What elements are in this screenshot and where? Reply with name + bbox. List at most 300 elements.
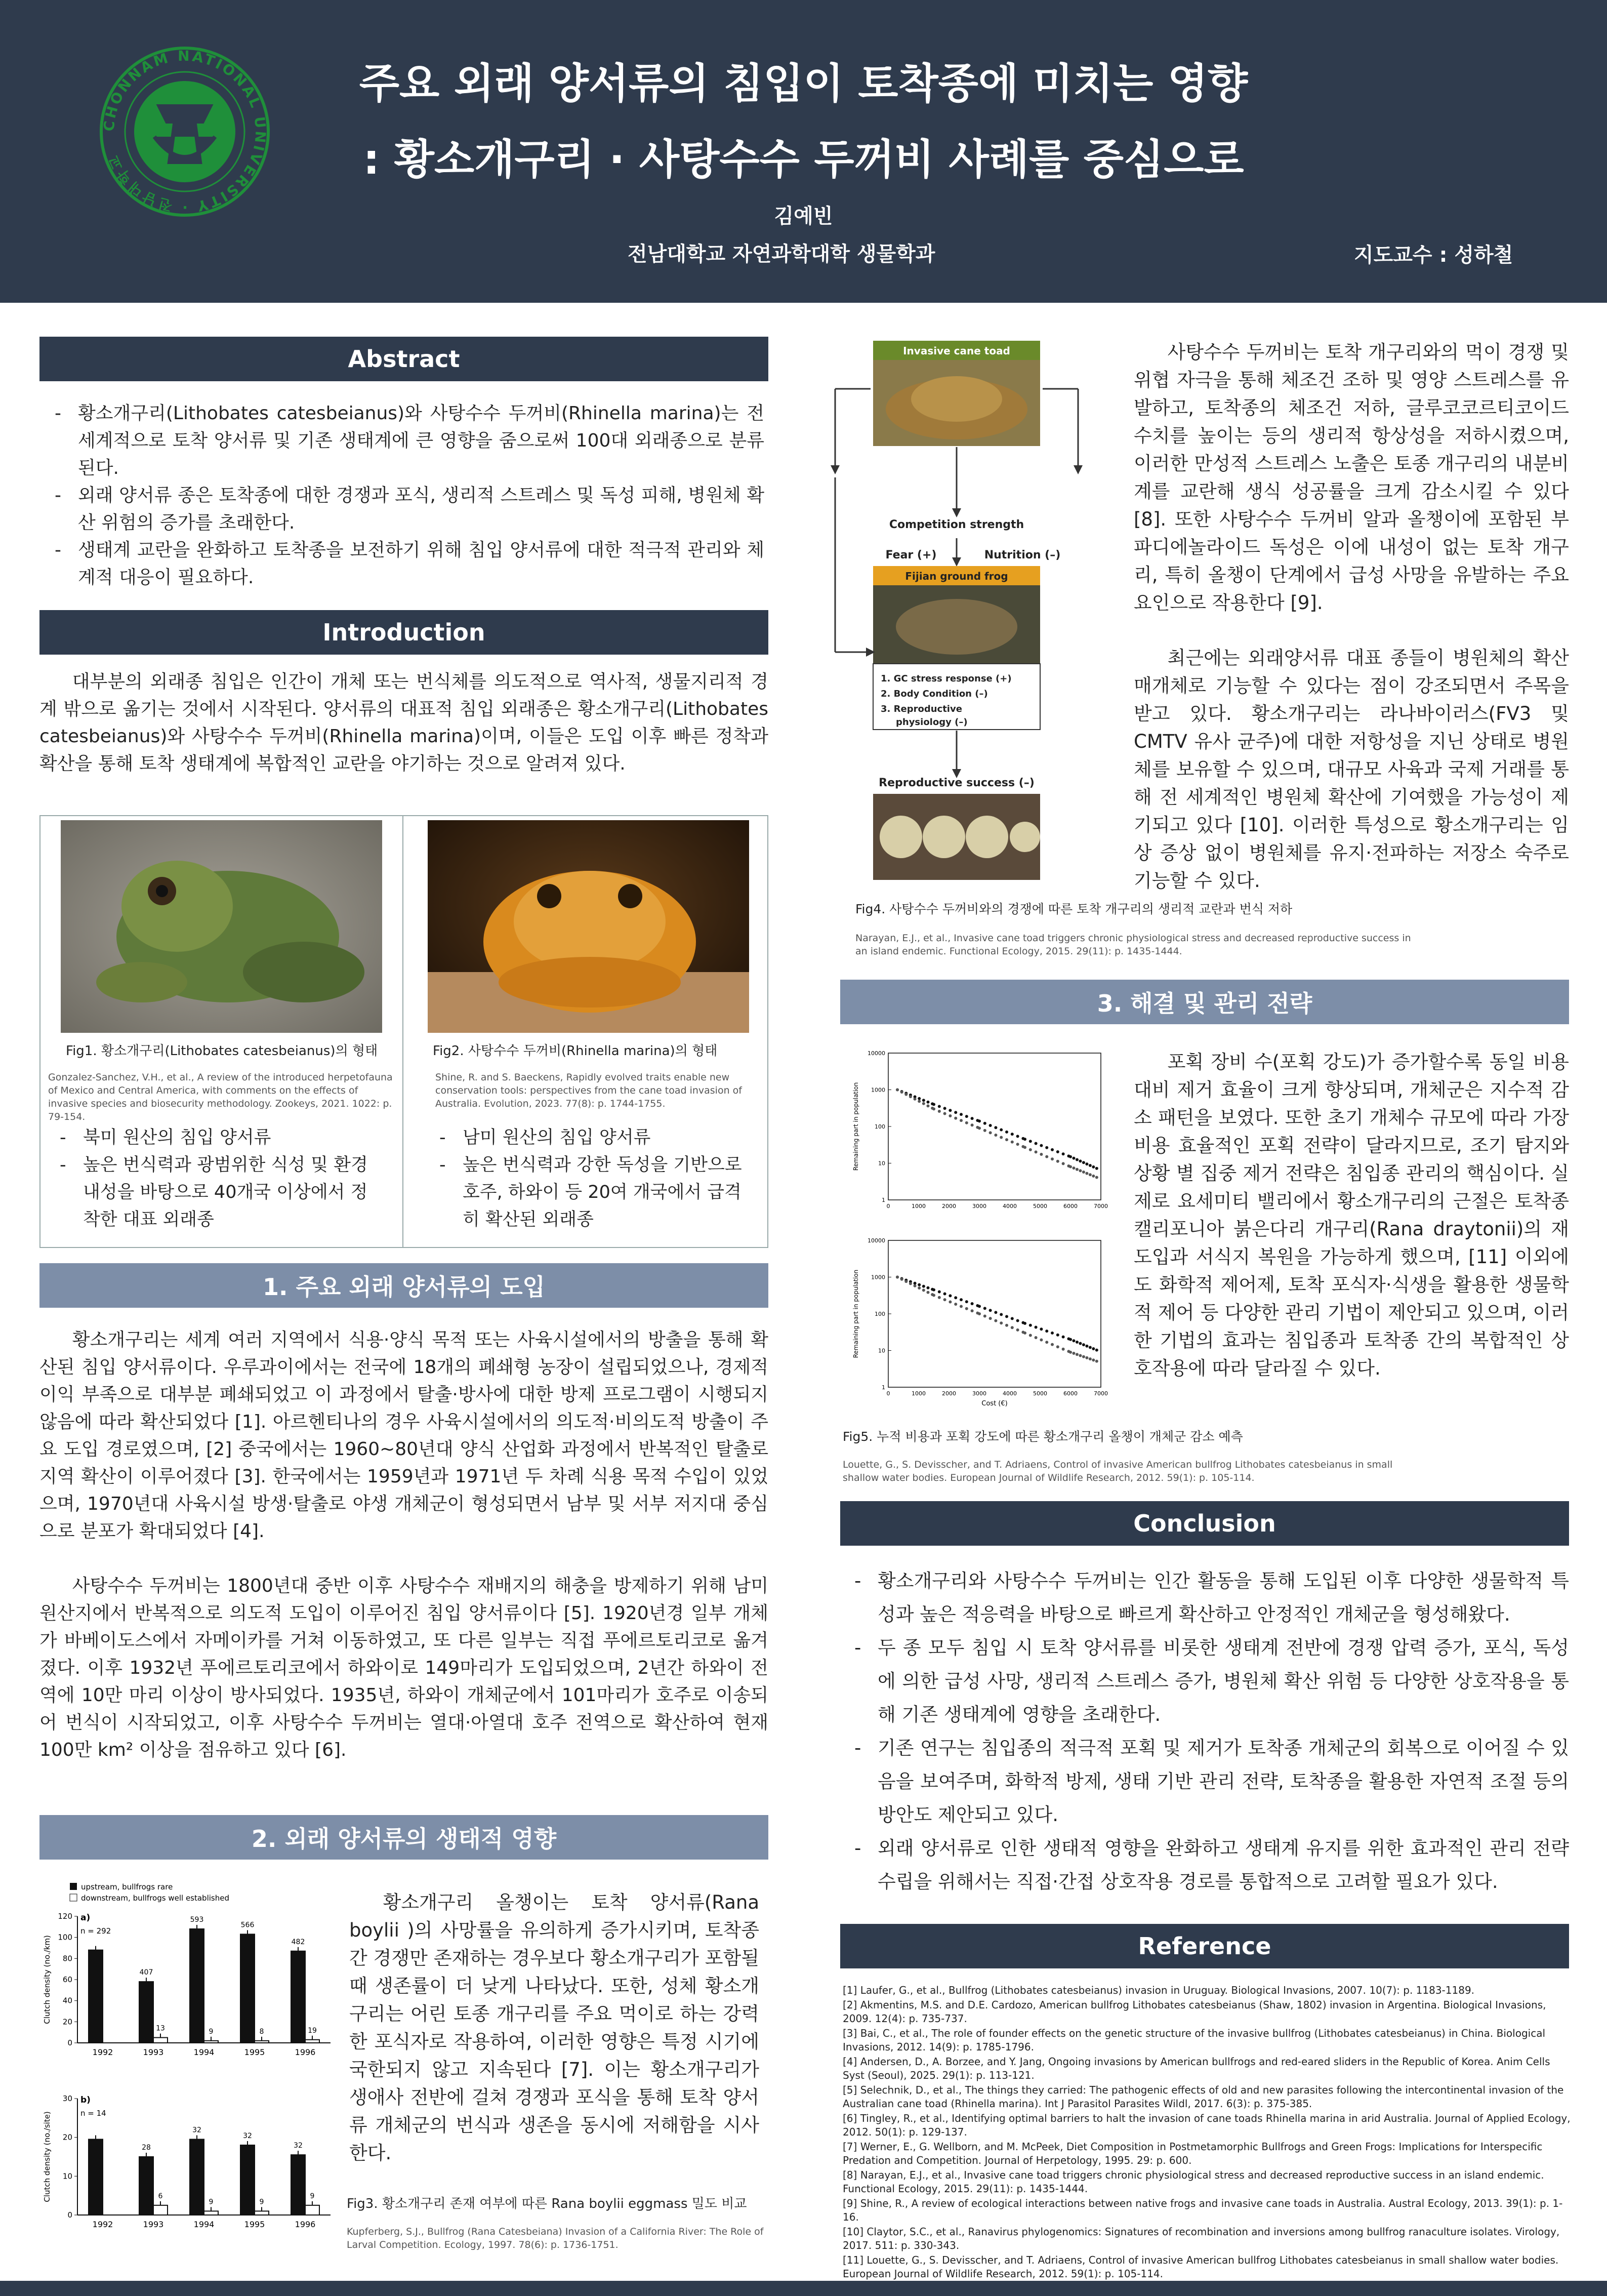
data-point xyxy=(1023,1138,1026,1141)
legend-label: downstream, bullfrogs well established xyxy=(81,1894,229,1903)
data-point xyxy=(971,1123,974,1126)
data-point xyxy=(926,1104,929,1107)
y-tick-label: 10000 xyxy=(868,1050,885,1057)
data-point xyxy=(943,1107,946,1110)
data-point xyxy=(1000,1313,1003,1316)
cane-toad-photo xyxy=(428,820,749,1033)
data-point xyxy=(1000,1129,1003,1132)
data-point xyxy=(1069,1351,1072,1354)
data-point xyxy=(1035,1142,1038,1145)
data-point xyxy=(1011,1326,1014,1329)
data-point xyxy=(1029,1140,1032,1143)
data-point xyxy=(971,1309,974,1312)
data-point xyxy=(943,1112,946,1115)
section1-paragraph: 사탕수수 두꺼비는 1800년대 중반 이후 사탕수수 재배지의 해충을 방제하기 위해 남미 원산지에서 반복적으로 의도적 도입이 이루어진 침입 양서류이다 [5]. 1920년경 일부 개체가 바베이도스에서 자메이카를 거쳐 이동하였고, 또 다른 일부는 직접 푸에르토리코로 옮겨졌다. 이후 1932년 푸에르토리코에서 하와이로 149마리가 도입되었으며, 2년간 하와이 전역에 10만 마리 이상이 방사되었다. 1935년, 하와이 개체군에서 101마리가 호주로 이송되어 번식이 시작되었고, 이후 사탕수수 두꺼비는 열대·아열대 호주 전역으로 확산하여 현재 100만 km² 이상을 점유하고 있다 [6]. xyxy=(39,1576,768,1760)
data-point xyxy=(1069,1338,1072,1341)
data-point xyxy=(1016,1143,1019,1146)
panel-label: a) xyxy=(80,1913,91,1923)
fig3-reference: Kupferberg, S.J., Bullfrog (Rana Catesbeiana) Invasion of a California River: The Role of Larval Competition. Ecology, 1997. 78(6): p. 1736-1751. xyxy=(347,2226,764,2250)
bar xyxy=(89,2140,103,2216)
data-point xyxy=(1082,1355,1085,1358)
reference-item: [1] Laufer, G., et al., Bullfrog (Lithobates catesbeianus) invasion in Uruguay. Biological Invasions, 2007. 10(7): p. 1183-1189. xyxy=(843,1984,1475,1996)
bar xyxy=(89,1950,103,2043)
y-tick-label: 1000 xyxy=(871,1086,885,1094)
y-tick-label: 1 xyxy=(882,1384,885,1391)
data-point xyxy=(932,1107,935,1110)
data-label: 9 xyxy=(209,2027,214,2036)
data-point xyxy=(918,1097,921,1100)
cane-toad-summary xyxy=(430,1124,754,1233)
data-point xyxy=(949,1301,952,1304)
x-tick-label: 1992 xyxy=(92,2220,113,2229)
data-point xyxy=(1045,1330,1048,1333)
data-point xyxy=(1035,1336,1038,1339)
data-label: 482 xyxy=(291,1938,305,1946)
data-point xyxy=(1040,1153,1043,1156)
y-tick-label: 20 xyxy=(62,2017,72,2027)
summary-item: - 북미 원산의 침입 양서류 xyxy=(51,1124,385,1151)
data-point xyxy=(1076,1158,1079,1161)
legend-swatch xyxy=(70,1894,77,1901)
x-tick-label: 1994 xyxy=(193,2220,215,2229)
data-point xyxy=(1000,1136,1003,1139)
section3-body xyxy=(1134,1048,1569,1409)
data-point xyxy=(1082,1171,1085,1174)
x-axis-title: Cost (€) xyxy=(981,1400,1008,1407)
x-tick-label: 1994 xyxy=(193,2047,215,2057)
x-tick-label: 1995 xyxy=(244,2047,265,2057)
data-point xyxy=(989,1131,992,1134)
data-point xyxy=(989,1124,992,1127)
reference-item: [11] Louette, G., S. Devisscher, and T. Adriaens, Control of invasive American bullfrog Lithobates catesbeianus in small shallow water bodies. European Journal of Wildlife Research, 2012. 59(1): p. 105-114. xyxy=(843,2254,1559,2280)
poster-title-line2: : 황소개구리 · 사탕수수 두꺼비 사례를 중심으로 xyxy=(363,136,1244,184)
y-tick-label: 10 xyxy=(878,1160,885,1167)
data-point xyxy=(965,1121,968,1124)
conclusion-item: - 기존 연구는 침입종의 적극적 포획 및 제거가 토착종 개체군의 회복으로 이어질 수 있음을 보여주며, 화학적 방제, 생태 기반 관리 전략, 토착종을 활용한 자연적 조절 등의 방안도 제안되고 있다. xyxy=(845,1731,1569,1832)
data-point xyxy=(1076,1341,1079,1344)
data-point xyxy=(922,1102,925,1105)
y-axis-title: Remaining part in population xyxy=(852,1082,859,1171)
bar xyxy=(204,2211,218,2215)
y-tick-label: 10 xyxy=(878,1347,885,1354)
data-point xyxy=(1085,1172,1088,1175)
poster-title-line1: 주요 외래 양서류의 침입이 토착종에 미치는 영향 xyxy=(359,60,1248,108)
data-point xyxy=(989,1309,992,1312)
y-tick-label: 10 xyxy=(62,2171,72,2181)
data-point xyxy=(1089,1346,1092,1349)
data-point xyxy=(960,1298,963,1301)
fig1-caption: Fig1. 황소개구리(Lithobates catesbeianus)의 형태 xyxy=(66,1043,378,1059)
bar xyxy=(190,1929,204,2043)
data-point xyxy=(965,1307,968,1310)
data-point xyxy=(1089,1164,1092,1167)
data-point xyxy=(1079,1169,1082,1172)
data-point xyxy=(1092,1358,1095,1361)
data-point xyxy=(994,1311,997,1314)
data-point xyxy=(932,1294,935,1297)
data-point xyxy=(914,1284,917,1287)
introduction-body xyxy=(39,668,768,805)
data-point xyxy=(1085,1356,1088,1359)
reference-item: [10] Claytor, S.C., et al., Ranavirus phylogenomics: Signatures of recombination and inversions among bullfrog ranaculture isolates. Virology, 2017. 511: p. 330-343. xyxy=(843,2226,1560,2251)
summary-item: - 높은 번식력과 광범위한 식성 및 환경 내성을 바탕으로 40개국 이상에서 정착한 대표 외래종 xyxy=(51,1151,385,1233)
data-label: 13 xyxy=(156,2024,165,2033)
fig4-effect-4: physiology (–) xyxy=(896,717,968,728)
data-point xyxy=(971,1117,974,1120)
data-point xyxy=(983,1307,986,1310)
fig4-effect-3: 3. Reproductive xyxy=(881,704,962,714)
y-tick-label: 40 xyxy=(62,1996,72,2005)
data-point xyxy=(900,1091,903,1094)
data-point xyxy=(994,1126,997,1129)
data-point xyxy=(949,1294,952,1297)
bullfrog-photo xyxy=(61,820,382,1033)
summary-item: - 높은 번식력과 강한 독성을 기반으로 호주, 하와이 등 20여 개국에서 급격히 확산된 외래종 xyxy=(430,1151,754,1233)
data-point xyxy=(1011,1133,1014,1136)
data-label: 32 xyxy=(192,2126,201,2134)
data-point xyxy=(1082,1161,1085,1164)
introduction-paragraph: 대부분의 외래종 침입은 인간이 개체 또는 번식체를 의도적으로 역사적, 생물지리적 경계 밖으로 옮기는 것에서 시작된다. 양서류의 대표적 침입 외래종은 황소개구리(Lithobates catesbeianus)와 사탕수수 두꺼비(Rhinella marina)이며, 이들은 도입 이후 빠른 정착과 확산을 통해 토착 생태계에 복합적인 교란을 야기하는 것으로 알려져 있다. xyxy=(39,671,768,774)
bar xyxy=(255,2041,269,2043)
data-point xyxy=(1092,1347,1095,1350)
fig4-diagram xyxy=(830,338,1083,885)
data-point xyxy=(1040,1144,1043,1147)
section1-body xyxy=(39,1326,768,1791)
poster-footer xyxy=(0,2281,1607,2296)
fig3-chart xyxy=(39,1881,343,2261)
section1-paragraph: 황소개구리는 세계 여러 지역에서 식용·양식 목적 또는 사육시설에서의 방출을 통해 확산된 침입 양서류이다. 우루과이에서는 전국에 18개의 폐쇄형 농장이 설립되었으나, 경제적 이익 부족으로 대부분 폐쇄되었고 이 과정에서 탈출·방사에 대한 방제 프로그램이 시행되지 않음에 따라 확산되었다 [1]. 아르헨티나의 경우 사육시설에서의 의도적·비의도적 방출이 주요 도입 경로였으며, [2] 중국에서는 1960~80년대 양식 산업화 과정에서 반복적인 탈출로 지역 확산이 이루어졌다 [3]. 한국에서는 1959년과 1971년 두 차례 식용 목적 수입이 있었으며, 1970년대 사육시설 방생·탈출로 야생 개체군이 형성되면서 남부 및 서부 저지대 중심으로 분포가 확대되었다 [4]. xyxy=(39,1330,768,1542)
data-point xyxy=(1023,1322,1026,1325)
data-point xyxy=(1016,1135,1019,1138)
fig1-reference: Gonzalez-Sanchez, V.H., et al., A review of the introduced herpetofauna of Mexico and Central America, with comments on the effects of invasive species and biosecurity methodology. Zookeys, 2021. 1022: p. 79-154. xyxy=(48,1072,393,1122)
x-tick-label: 2000 xyxy=(942,1390,956,1397)
data-point xyxy=(1079,1159,1082,1162)
right-top-paragraph: 사탕수수 두꺼비는 토착 개구리와의 먹이 경쟁 및 위협 자극을 통해 체조건 조하 및 영양 스트레스를 유발하고, 토착종의 체조건 저하, 글루코코르티코이드 수치를 높이는 등의 생리적 항상성을 저하시켰으며, 이러한 만성적 스트레스 노출은 토종 개구리의 내분비계를 교란해 생식 성공률을 크게 감소시킬 수 있다 [8]. 또한 사탕수수 두꺼비 알과 올챙이에 포함된 부파디에놀라이드 독성은 이에 내성이 없는 토착 개구리, 특히 올챙이 단계에서 급성 사망을 유발하는 주요 요인으로 작용한다 [9]. xyxy=(1134,341,1569,614)
section3-paragraph: 포획 장비 수(포획 강도)가 증가할수록 동일 비용 대비 제거 효율이 크게 향상되며, 개체군은 지수적 감소 패턴을 보였다. 또한 초기 개체수 규모에 따라 가장 비용 효율적인 포획 전략이 달라지므로, 조기 탐지와 상황 별 집중 제거 전략은 침입종 관리의 핵심이다. 실제로 요세미티 밸리에서 황소개구리의 근절은 토착종 캘리포니아 붉은다리 개구리(Rana draytonii)의 재도입과 서식지 복원을 가능하게 했으며, [11] 이외에도 화학적 제어제, 토착 포식자·식생을 활용한 생물학적 제어 등 다양한 관리 기법이 제안되고 있으며, 이러한 기법의 효과는 침입종과 토착종 간의 복합적인 상호작용에 따라 달라질 수 있다. xyxy=(1134,1051,1569,1379)
y-tick-label: 60 xyxy=(62,1975,72,1984)
fig3-caption: Fig3. 황소개구리 존재 여부에 따른 Rana boylii eggmass 밀도 비교 xyxy=(347,2196,747,2211)
x-tick-label: 1996 xyxy=(295,2220,316,2229)
legend-swatch xyxy=(70,1883,77,1890)
data-point xyxy=(1016,1328,1019,1332)
data-label: 593 xyxy=(190,1916,204,1924)
panel-label: b) xyxy=(80,2095,91,2105)
data-point xyxy=(904,1093,908,1096)
data-point xyxy=(1095,1349,1098,1352)
data-point xyxy=(1092,1165,1095,1169)
x-tick-label: 1000 xyxy=(912,1203,926,1210)
data-point xyxy=(922,1288,925,1292)
data-point xyxy=(960,1113,963,1116)
figure-divider xyxy=(402,816,403,1247)
x-tick-label: 1992 xyxy=(92,2047,113,2057)
data-label: 9 xyxy=(310,2192,315,2200)
bar xyxy=(291,1951,305,2043)
x-tick-label: 1000 xyxy=(912,1390,926,1397)
legend-label: upstream, bullfrogs rare xyxy=(81,1882,173,1891)
data-point xyxy=(1051,1148,1054,1151)
data-point xyxy=(983,1122,986,1125)
data-point xyxy=(1045,1146,1048,1149)
x-tick-label: 1996 xyxy=(295,2047,316,2057)
data-point xyxy=(1069,1165,1072,1169)
bar xyxy=(255,2211,269,2215)
data-point xyxy=(971,1302,974,1305)
data-point xyxy=(914,1282,917,1285)
bar xyxy=(153,2205,168,2215)
data-point xyxy=(914,1098,917,1101)
x-tick-label: 5000 xyxy=(1033,1390,1047,1397)
y-tick-label: 1000 xyxy=(871,1274,885,1281)
data-point xyxy=(922,1285,925,1288)
fig4-reference: Narayan, E.J., et al., Invasive cane toad triggers chronic physiological stress and decreased reproductive success in an island endemic. Functional Ecology, 2015. 29(11): p. 1435-1444. xyxy=(855,933,1411,957)
plot-frame xyxy=(888,1053,1101,1200)
data-point xyxy=(1082,1343,1085,1346)
data-point xyxy=(1023,1332,1026,1335)
data-point xyxy=(978,1126,981,1130)
x-tick-label: 4000 xyxy=(1003,1390,1017,1397)
data-point xyxy=(1062,1152,1065,1155)
svg-text:CHONNAM NATIONAL UNIVERSITY ·: CHONNAM NATIONAL UNIVERSITY · 전남대학교 xyxy=(100,47,269,216)
data-label: 407 xyxy=(139,1968,153,1977)
data-point xyxy=(1095,1360,1098,1363)
bar xyxy=(139,1982,153,2043)
fig4-fear-label: Fear (+) xyxy=(885,549,937,561)
data-point xyxy=(926,1286,929,1290)
fig5-chart xyxy=(843,1043,1116,1418)
reference-item: [7] Werner, E., G. Wellborn, and M. McPeek, Diet Composition in Postmetamorphic Bullfrogs and Green Frogs: Implications for Interspecific Predation and Competition. Journal of Herpetology, 1995. 29: p. 600. xyxy=(843,2141,1543,2166)
section3-heading: 3. 해결 및 관리 전략 xyxy=(840,980,1569,1024)
data-point xyxy=(1011,1317,1014,1320)
bar xyxy=(240,2145,255,2215)
fig4-top-label: Invasive cane toad xyxy=(903,345,1010,357)
data-point xyxy=(1005,1138,1008,1141)
y-tick-label: 100 xyxy=(875,1123,885,1130)
data-point xyxy=(926,1101,929,1104)
data-point xyxy=(1076,1353,1079,1356)
data-point xyxy=(896,1276,899,1279)
bar xyxy=(190,2140,204,2216)
y-tick-label: 80 xyxy=(62,1954,72,1963)
data-point xyxy=(938,1291,941,1294)
data-point xyxy=(1023,1146,1026,1149)
data-point xyxy=(960,1305,963,1308)
reference-item: [5] Selechnik, D., et al., The things they carried: The pathogenic effects of old and new parasites following the intercontinental invasion of the Australian cane toad (Rhinella marina). Int J Parasitol Parasites Wildl, 2017. 6(3): p. 375-385. xyxy=(843,2084,1564,2110)
fig4-native-label: Fijian ground frog xyxy=(905,570,1008,582)
x-tick-label: 0 xyxy=(886,1390,890,1397)
x-tick-label: 6000 xyxy=(1063,1203,1078,1210)
data-point xyxy=(1079,1342,1082,1345)
data-point xyxy=(1072,1157,1075,1160)
x-tick-label: 1993 xyxy=(143,2047,164,2057)
poster-header xyxy=(0,0,1607,303)
data-point xyxy=(922,1099,925,1102)
abstract-item: - 생태계 교란을 완화하고 토착종을 보전하기 위해 침입 양서류에 대한 적극적 관리와 체계적 대응이 필요하다. xyxy=(46,537,764,591)
bar xyxy=(153,2038,168,2043)
data-point xyxy=(1072,1352,1075,1355)
abstract-heading: Abstract xyxy=(39,337,768,381)
y-tick-label: 100 xyxy=(875,1311,885,1317)
reference-item: [2] Akmentins, M.S. and D.E. Cardozo, American bullfrog Lithobates catesbeianus (Shaw, 1802) invasion in Argentina. Biological Invasions, 2009. 12(4): p. 735-737. xyxy=(843,1999,1546,2025)
data-point xyxy=(978,1312,981,1315)
y-tick-label: 1 xyxy=(882,1197,885,1203)
data-point xyxy=(994,1319,997,1322)
data-point xyxy=(954,1303,957,1306)
reference-item: [9] Shine, R., A review of ecological interactions between native frogs and invasive cane toads in Australia. Austral Ecology, 2013. 39(1): p. 1-16. xyxy=(843,2197,1563,2223)
x-tick-label: 3000 xyxy=(972,1390,986,1397)
reference-list xyxy=(843,1984,1572,2282)
section2-paragraph: 황소개구리 올챙이는 토착 양서류(Rana boylii )의 사망률을 유의하게 증가시키며, 토착종 간 경쟁만 존재하는 경우보다 황소개구리가 포함될 때 생존률이 더 낮게 나타났다. 또한, 성체 황소개구리는 어린 토종 개구리를 주요 먹이로 하는 강력한 포식자로 작용하여, 이러한 영향은 특정 시기에 국한되지 않고 지속된다 [7]. 이는 황소개구리가 생애사 전반에 걸쳐 경쟁과 포식을 통해 토착 양서류 개체군의 번식과 생존을 동시에 저해함을 시사한다. xyxy=(349,1891,759,2164)
y-tick-label: 30 xyxy=(62,2094,72,2103)
abstract-item: - 황소개구리(Lithobates catesbeianus)와 사탕수수 두꺼비(Rhinella marina)는 전세계적으로 토착 양서류 및 기존 생태계에 큰 영향을 줌으로써 100대 외래종으로 분류된다. xyxy=(46,400,764,482)
data-point xyxy=(1016,1319,1019,1322)
data-point xyxy=(932,1103,935,1106)
data-point xyxy=(1076,1168,1079,1171)
data-point xyxy=(932,1288,935,1292)
data-label: 9 xyxy=(209,2198,214,2206)
data-point xyxy=(1069,1155,1072,1158)
data-point xyxy=(896,1089,899,1092)
data-point xyxy=(938,1296,941,1299)
x-tick-label: 5000 xyxy=(1033,1203,1047,1210)
fig4-effect-1: 1. GC stress response (+) xyxy=(881,673,1012,684)
data-point xyxy=(983,1129,986,1132)
x-tick-label: 6000 xyxy=(1063,1390,1078,1397)
fig5-svg xyxy=(843,1043,1116,1418)
data-point xyxy=(954,1111,957,1114)
data-point xyxy=(1056,1334,1059,1337)
data-point xyxy=(1089,1357,1092,1360)
data-label: 28 xyxy=(142,2144,151,2152)
data-point xyxy=(918,1286,921,1290)
reference-item: [4] Andersen, D., A. Borzee, and Y. Jang, Ongoing invasions by American bullfrogs and red-eared sliders in the Republic of Korea. Anim Cells Syst (Seoul), 2025. 29(1): p. 113-121. xyxy=(843,2056,1550,2081)
bullfrog-summary xyxy=(51,1124,385,1233)
conclusion-item: - 황소개구리와 사탕수수 두꺼비는 인간 활동을 통해 도입된 이후 다양한 생물학적 특성과 높은 적응력을 바탕으로 빠르게 확산하고 안정적인 개체군을 형성해왔다. xyxy=(845,1564,1569,1631)
introduction-heading: Introduction xyxy=(39,610,768,655)
data-point xyxy=(1056,1345,1059,1348)
bar xyxy=(291,2155,305,2215)
data-point xyxy=(938,1110,941,1113)
data-point xyxy=(994,1134,997,1137)
fig2-reference: Shine, R. and S. Baeckens, Rapidly evolved traits enable new conservation tools: perspectives from the cane toad invasion of Australia. Evolution, 2023. 77(8): p. 1744-1755. xyxy=(435,1072,742,1109)
section2-body xyxy=(349,1888,759,2194)
reference-item: [8] Narayan, E.J., et al., Invasive cane toad triggers chronic physiological stress and decreased reproductive success in an island endemic. Functional Ecology, 2015. 29(11): p. 1435-1444. xyxy=(843,2169,1544,2195)
data-point xyxy=(1092,1175,1095,1178)
data-point xyxy=(1040,1327,1043,1331)
x-tick-label: 1993 xyxy=(143,2220,164,2229)
n-label: n = 14 xyxy=(80,2109,106,2118)
conclusion-body xyxy=(845,1564,1569,1899)
data-label: 9 xyxy=(259,2198,264,2206)
bar xyxy=(240,1934,255,2043)
fig4-outcome-label: Reproductive success (–) xyxy=(879,777,1035,789)
fig3-svg xyxy=(39,1881,343,2245)
x-tick-label: 3000 xyxy=(972,1203,986,1210)
data-point xyxy=(909,1282,912,1285)
data-point xyxy=(1062,1348,1065,1351)
data-point xyxy=(1089,1173,1092,1176)
y-tick-label: 10000 xyxy=(868,1237,885,1244)
data-point xyxy=(1045,1341,1048,1344)
data-point xyxy=(1029,1148,1032,1151)
advisor: 지도교수 : 성하철 xyxy=(1354,244,1513,267)
data-point xyxy=(978,1305,981,1308)
fig4-competition-label: Competition strength xyxy=(889,518,1024,531)
fig5-reference: Louette, G., S. Devisscher, and T. Adriaens, Control of invasive American bullfrog Lithobates catesbeianus in small shallow water bodies. European Journal of Wildlife Research, 2012. 59(1): p. 105-114. xyxy=(843,1459,1393,1483)
data-point xyxy=(965,1115,968,1118)
data-point xyxy=(1079,1354,1082,1357)
data-point xyxy=(949,1109,952,1112)
data-point xyxy=(1072,1166,1075,1170)
right-top-body xyxy=(1134,338,1569,922)
section1-heading: 1. 주요 외래 양서류의 도입 xyxy=(39,1263,768,1308)
x-tick-label: 7000 xyxy=(1094,1203,1108,1210)
data-point xyxy=(1072,1339,1075,1342)
data-point xyxy=(1005,1324,1008,1327)
data-point xyxy=(909,1095,912,1098)
y-tick-label: 0 xyxy=(67,2210,72,2220)
data-point xyxy=(943,1298,946,1301)
data-point xyxy=(1056,1150,1059,1153)
data-point xyxy=(978,1119,981,1122)
data-point xyxy=(918,1100,921,1103)
fig4-effect-2: 2. Body Condition (–) xyxy=(881,689,988,699)
x-tick-label: 7000 xyxy=(1094,1390,1108,1397)
data-point xyxy=(1035,1325,1038,1328)
data-point xyxy=(938,1105,941,1108)
author-name: 김예빈 xyxy=(774,205,833,228)
data-point xyxy=(904,1280,908,1283)
data-point xyxy=(1085,1162,1088,1165)
bar xyxy=(305,2040,319,2043)
data-point xyxy=(1062,1336,1065,1339)
x-tick-label: 0 xyxy=(886,1203,890,1210)
data-point xyxy=(1035,1150,1038,1153)
data-label: 6 xyxy=(158,2192,163,2200)
data-point xyxy=(960,1119,963,1122)
data-label: 32 xyxy=(294,2142,303,2150)
affiliation: 전남대학교 자연과학대학 생물학과 xyxy=(628,243,935,266)
reference-item: [3] Bai, C., et al., The role of founder effects on the genetic structure of the invasive bullfrog (Lithobates catesbeianus) in China. Biological Invasions, 2012. 14(9): p. 1785-1796. xyxy=(843,2027,1546,2053)
data-point xyxy=(1011,1141,1014,1144)
data-point xyxy=(1005,1131,1008,1134)
y-axis-title: Remaining part in population xyxy=(852,1269,859,1358)
right-top-paragraph: 최근에는 외래양서류 대표 종들이 병원체의 확산 매개체로 기능할 수 있다는 점이 강조되면서 주목을 받고 있다. 황소개구리는 라나바이러스(FV3 및 CMTV 유사 균주)에 대한 저항성을 지닌 상태로 병원체를 보유할 수 있으며, 대규모 사육과 국제 거래를 통해 전 세계적인 병원체 확산에 기여했을 가능성이 제기되고 있다 [10]. 이러한 특성으로 황소개구리는 임상 증상 없이 병원체를 유지·전파하는 저장소 숙주로 기능할 수 있다. xyxy=(1134,647,1569,892)
fig4-caption: Fig4. 사탕수수 두꺼비와의 경쟁에 따른 토착 개구리의 생리적 교란과 번식 저하 xyxy=(855,902,1293,916)
fig5-caption: Fig5. 누적 비용과 포획 강도에 따른 황소개구리 올챙이 개체군 감소 예측 xyxy=(843,1429,1243,1444)
bar xyxy=(139,2157,153,2215)
data-point xyxy=(954,1296,957,1299)
x-tick-label: 1995 xyxy=(244,2220,265,2229)
conclusion-heading: Conclusion xyxy=(840,1501,1569,1546)
y-tick-label: 100 xyxy=(58,1932,72,1942)
n-label: n = 292 xyxy=(80,1926,111,1936)
section2-heading: 2. 외래 양서류의 생태적 영향 xyxy=(39,1815,768,1860)
bar xyxy=(204,2041,218,2043)
data-point xyxy=(1051,1332,1054,1335)
summary-item: - 남미 원산의 침입 양서류 xyxy=(430,1124,754,1151)
data-point xyxy=(1085,1345,1088,1348)
data-point xyxy=(1062,1162,1065,1165)
data-point xyxy=(1000,1321,1003,1324)
data-point xyxy=(1095,1176,1098,1179)
data-point xyxy=(1095,1167,1098,1170)
y-tick-label: 0 xyxy=(67,2038,72,2047)
data-point xyxy=(949,1114,952,1117)
conclusion-item: - 외래 양서류로 인한 생태적 영향을 완화하고 생태계 유지를 위한 효과적인 관리 전략 수립을 위해서는 직접·간접 상호작용 경로를 통합적으로 고려할 필요가 있다. xyxy=(845,1832,1569,1899)
data-label: 32 xyxy=(243,2132,252,2140)
data-label: 19 xyxy=(308,2026,317,2035)
